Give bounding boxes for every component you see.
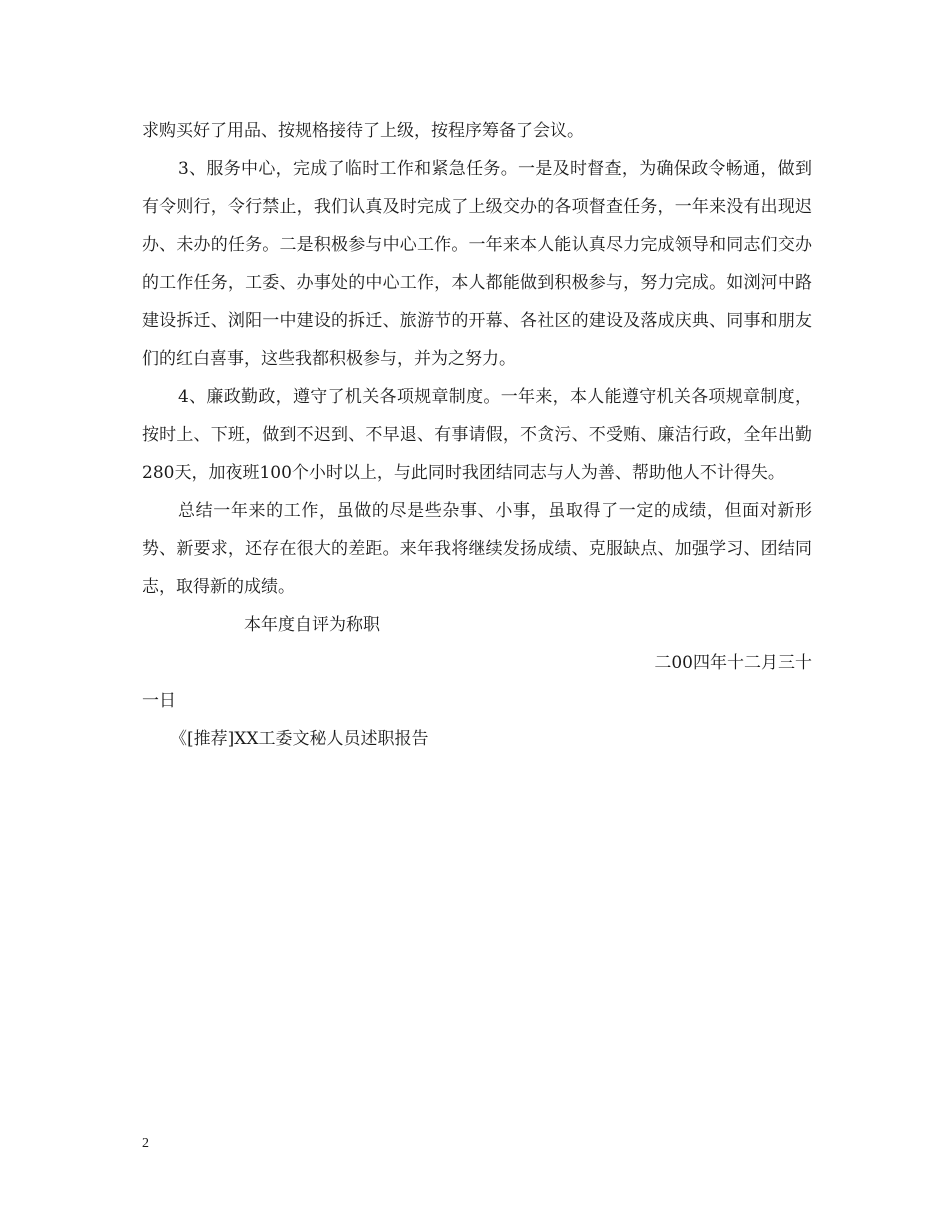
document-body xyxy=(142,112,812,758)
paragraph-service-center: 3、服务中心，完成了临时工作和紧急任务。一是及时督查，为确保政令畅通，做到有令则行，令行禁止，我们认真及时完成了上级交办的各项督查任务，一年来没有出现迟办、未办的任务。二是积极参与中心工作。一年来本人能认真尽力完成领导和同志们交办的工作任务，工委、办事处的中心工作，本人都能做到积极参与，努力完成。如浏河中路建设拆迁、浏阳一中建设的拆迁、旅游节的开幕、各社区的建设及落成庆典、同事和朋友们的红白喜事，这些我都积极参与，并为之努力。 xyxy=(142,159,812,369)
paragraph-integrity: 4、廉政勤政，遵守了机关各项规章制度。一年来，本人能遵守机关各项规章制度，按时上、下班，做到不迟到、不早退、有事请假，不贪污、不受贿、廉洁行政，全年出勤280天，加夜班100个小时以上，与此同时我团结同志与人为善、帮助他人不计得失。 xyxy=(142,387,812,483)
paragraph-continuation: 求购买好了用品、按规格接待了上级，按程序筹备了会议。 xyxy=(142,121,584,141)
page-number: 2 xyxy=(142,1136,149,1151)
paragraph-summary: 总结一年来的工作，虽做的尽是些杂事、小事，虽取得了一定的成绩，但面对新形势、新要求，还存在很大的差距。来年我将继续发扬成绩、克服缺点、加强学习、团结同志，取得新的成绩。 xyxy=(142,501,812,597)
date-line: 二00四年十二月三十 xyxy=(654,653,812,673)
self-evaluation: 本年度自评为称职 xyxy=(244,615,380,635)
document-title-reference: 《[推荐]XX工委文秘人员述职报告 xyxy=(170,729,429,749)
date-line-continuation: 一日 xyxy=(142,691,176,711)
